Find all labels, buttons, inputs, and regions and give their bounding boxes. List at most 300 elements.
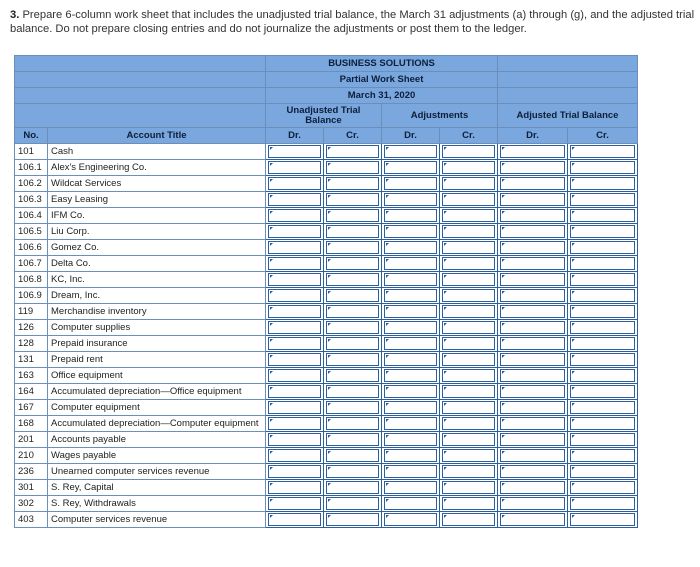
adj-cr-cell: [440, 352, 498, 368]
account-title: Wildcat Services: [48, 176, 266, 192]
adj-dr-cell: [382, 448, 440, 464]
unadj-cr-cell: [324, 448, 382, 464]
unadj-dr-cell: [266, 192, 324, 208]
unadj-dr-input[interactable]: [268, 513, 321, 526]
adj-cr-input[interactable]: [442, 225, 495, 238]
table-row: [15, 416, 638, 432]
adj-cr-input[interactable]: [442, 513, 495, 526]
account-title: Office equipment: [48, 368, 266, 384]
adj-cr-input[interactable]: [442, 241, 495, 254]
account-number: 106.7: [15, 256, 48, 272]
atb-dr-input[interactable]: [500, 161, 565, 174]
adj-cr-cell: [440, 512, 498, 528]
atb-cr-input[interactable]: [570, 385, 635, 398]
unadj-dr-cell: [266, 512, 324, 528]
atb-dr-cell: [498, 384, 568, 400]
atb-dr-cell: [498, 192, 568, 208]
unadj-dr-cell: [266, 384, 324, 400]
adj-cr-input[interactable]: [442, 433, 495, 446]
unadj-dr-cell: [266, 144, 324, 160]
atb-dr-input[interactable]: [500, 257, 565, 270]
unadj-dr-input[interactable]: [268, 145, 321, 158]
unadj-cr-cell: [324, 160, 382, 176]
adj-cr-input[interactable]: [442, 209, 495, 222]
atb-dr-cell: [498, 272, 568, 288]
adj-dr-input[interactable]: [384, 417, 437, 430]
atb-cr-input[interactable]: [570, 481, 635, 494]
atb-dr-cell: [498, 496, 568, 512]
atb-cr-input[interactable]: [570, 289, 635, 302]
atb-dr-input[interactable]: [500, 497, 565, 510]
table-row: [15, 240, 638, 256]
atb-dr-input[interactable]: [500, 273, 565, 286]
account-number: 126: [15, 320, 48, 336]
adj-dr-input[interactable]: [384, 449, 437, 462]
unadj-cr-input[interactable]: [326, 465, 379, 478]
adj-cr-input[interactable]: [442, 497, 495, 510]
adj-dr-input[interactable]: [384, 161, 437, 174]
unadj-cr-cell: [324, 400, 382, 416]
unadj-dr-input[interactable]: [268, 353, 321, 366]
atb-cr-input[interactable]: [570, 433, 635, 446]
adj-cr-cell: [440, 144, 498, 160]
unadj-cr-input[interactable]: [326, 321, 379, 334]
unadj-cr-cell: [324, 192, 382, 208]
atb-dr-input[interactable]: [500, 369, 565, 382]
unadj-dr-input[interactable]: [268, 193, 321, 206]
adj-cr-input[interactable]: [442, 145, 495, 158]
unadj-cr-input[interactable]: [326, 273, 379, 286]
adj-dr-input[interactable]: [384, 385, 437, 398]
adj-cr-cell: [440, 480, 498, 496]
atb-cr-input[interactable]: [570, 161, 635, 174]
unadj-dr-input[interactable]: [268, 289, 321, 302]
unadj-cr-cell: [324, 480, 382, 496]
table-row: [15, 304, 638, 320]
unadj-dr-cell: [266, 272, 324, 288]
table-row: [15, 144, 638, 160]
adj-cr-cell: [440, 176, 498, 192]
adj-cr-cell: [440, 240, 498, 256]
atb-dr-cell: [498, 352, 568, 368]
adj-cr-cell: [440, 432, 498, 448]
adj-cr-cell: [440, 336, 498, 352]
atb-dr-cell: [498, 320, 568, 336]
atb-cr-input[interactable]: [570, 241, 635, 254]
unadj-cr-cell: [324, 496, 382, 512]
account-title: Merchandise inventory: [48, 304, 266, 320]
company-name: BUSINESS SOLUTIONS: [266, 56, 498, 72]
atb-cr-input[interactable]: [570, 401, 635, 414]
atb-dr-cell: [498, 144, 568, 160]
unadj-dr-input[interactable]: [268, 241, 321, 254]
adj-dr-input[interactable]: [384, 225, 437, 238]
adj-dr-input[interactable]: [384, 401, 437, 414]
atb-dr-input[interactable]: [500, 337, 565, 350]
unadj-dr-cell: [266, 368, 324, 384]
atb-cr-input[interactable]: [570, 353, 635, 366]
unadj-cr-input[interactable]: [326, 337, 379, 350]
adj-cr-cell: [440, 416, 498, 432]
unadj-cr-input[interactable]: [326, 385, 379, 398]
account-number: 168: [15, 416, 48, 432]
col-header-unadj-cr: Cr.: [324, 128, 382, 144]
unadj-cr-cell: [324, 288, 382, 304]
atb-dr-input[interactable]: [500, 417, 565, 430]
unadj-cr-input[interactable]: [326, 401, 379, 414]
atb-dr-input[interactable]: [500, 321, 565, 334]
account-number: 167: [15, 400, 48, 416]
account-number: 131: [15, 352, 48, 368]
unadj-cr-cell: [324, 304, 382, 320]
unadj-dr-cell: [266, 320, 324, 336]
instructions: [10, 8, 695, 36]
unadj-dr-input[interactable]: [268, 417, 321, 430]
adj-cr-input[interactable]: [442, 337, 495, 350]
unadj-dr-cell: [266, 176, 324, 192]
atb-dr-input[interactable]: [500, 353, 565, 366]
adj-cr-input[interactable]: [442, 369, 495, 382]
account-number: 164: [15, 384, 48, 400]
unadj-dr-input[interactable]: [268, 209, 321, 222]
adj-dr-input[interactable]: [384, 257, 437, 270]
atb-dr-cell: [498, 416, 568, 432]
atb-cr-cell: [568, 224, 638, 240]
unadj-cr-input[interactable]: [326, 449, 379, 462]
sheet-title: Partial Work Sheet: [266, 72, 498, 88]
atb-cr-input[interactable]: [570, 145, 635, 158]
adj-cr-input[interactable]: [442, 273, 495, 286]
atb-cr-cell: [568, 480, 638, 496]
atb-dr-cell: [498, 368, 568, 384]
unadj-cr-input[interactable]: [326, 161, 379, 174]
adj-cr-cell: [440, 192, 498, 208]
table-row: [15, 160, 638, 176]
col-header-atb-dr: Dr.: [498, 128, 568, 144]
account-number: 106.1: [15, 160, 48, 176]
table-row: [15, 192, 638, 208]
adj-cr-input[interactable]: [442, 257, 495, 270]
account-number: 106.5: [15, 224, 48, 240]
unadj-cr-cell: [324, 336, 382, 352]
adj-dr-cell: [382, 464, 440, 480]
adj-dr-input[interactable]: [384, 209, 437, 222]
atb-dr-cell: [498, 512, 568, 528]
atb-dr-input[interactable]: [500, 209, 565, 222]
group-adjustments: Adjustments: [382, 104, 498, 128]
unadj-cr-input[interactable]: [326, 145, 379, 158]
unadj-cr-cell: [324, 240, 382, 256]
atb-dr-input[interactable]: [500, 401, 565, 414]
account-number: 106.9: [15, 288, 48, 304]
atb-cr-input[interactable]: [570, 465, 635, 478]
account-number: 119: [15, 304, 48, 320]
unadj-dr-cell: [266, 160, 324, 176]
unadj-cr-input[interactable]: [326, 417, 379, 430]
unadj-dr-cell: [266, 208, 324, 224]
adj-dr-input[interactable]: [384, 497, 437, 510]
atb-dr-input[interactable]: [500, 481, 565, 494]
atb-cr-cell: [568, 288, 638, 304]
atb-cr-input[interactable]: [570, 209, 635, 222]
atb-dr-input[interactable]: [500, 177, 565, 190]
unadj-dr-input[interactable]: [268, 497, 321, 510]
unadj-cr-cell: [324, 208, 382, 224]
adj-cr-input[interactable]: [442, 481, 495, 494]
account-title: Easy Leasing: [48, 192, 266, 208]
atb-cr-input[interactable]: [570, 257, 635, 270]
adj-cr-input[interactable]: [442, 321, 495, 334]
adj-dr-input[interactable]: [384, 513, 437, 526]
account-title: Cash: [48, 144, 266, 160]
account-title: Gomez Co.: [48, 240, 266, 256]
adj-dr-cell: [382, 192, 440, 208]
unadj-cr-input[interactable]: [326, 177, 379, 190]
adj-cr-input[interactable]: [442, 465, 495, 478]
atb-cr-input[interactable]: [570, 497, 635, 510]
unadj-dr-input[interactable]: [268, 433, 321, 446]
adj-dr-cell: [382, 416, 440, 432]
adj-cr-cell: [440, 272, 498, 288]
atb-cr-input[interactable]: [570, 273, 635, 286]
adj-cr-input[interactable]: [442, 161, 495, 174]
adj-cr-input[interactable]: [442, 177, 495, 190]
adj-cr-cell: [440, 256, 498, 272]
unadj-dr-input[interactable]: [268, 225, 321, 238]
table-row: [15, 480, 638, 496]
atb-cr-input[interactable]: [570, 369, 635, 382]
adj-dr-cell: [382, 304, 440, 320]
unadj-cr-input[interactable]: [326, 305, 379, 318]
adj-dr-cell: [382, 336, 440, 352]
atb-cr-input[interactable]: [570, 417, 635, 430]
adj-cr-input[interactable]: [442, 353, 495, 366]
atb-cr-input[interactable]: [570, 449, 635, 462]
group-unadjusted-trial-balance: Unadjusted Trial Balance: [266, 104, 382, 128]
adj-dr-cell: [382, 272, 440, 288]
adj-cr-cell: [440, 224, 498, 240]
adj-dr-cell: [382, 320, 440, 336]
atb-dr-cell: [498, 400, 568, 416]
atb-cr-input[interactable]: [570, 305, 635, 318]
atb-dr-cell: [498, 176, 568, 192]
atb-dr-input[interactable]: [500, 289, 565, 302]
unadj-dr-input[interactable]: [268, 337, 321, 350]
unadj-cr-input[interactable]: [326, 369, 379, 382]
adj-cr-cell: [440, 160, 498, 176]
unadj-cr-input[interactable]: [326, 241, 379, 254]
account-title: Unearned computer services revenue: [48, 464, 266, 480]
account-number: 210: [15, 448, 48, 464]
unadj-dr-input[interactable]: [268, 161, 321, 174]
table-row: [15, 176, 638, 192]
atb-dr-input[interactable]: [500, 433, 565, 446]
adj-dr-input[interactable]: [384, 433, 437, 446]
unadj-cr-cell: [324, 224, 382, 240]
unadj-dr-input[interactable]: [268, 385, 321, 398]
adj-dr-input[interactable]: [384, 273, 437, 286]
unadj-dr-input[interactable]: [268, 449, 321, 462]
unadj-dr-cell: [266, 224, 324, 240]
unadj-dr-input[interactable]: [268, 177, 321, 190]
unadj-dr-input[interactable]: [268, 321, 321, 334]
adj-dr-input[interactable]: [384, 289, 437, 302]
account-number: 106.8: [15, 272, 48, 288]
account-title: Dream, Inc.: [48, 288, 266, 304]
table-row: [15, 336, 638, 352]
sheet-date: March 31, 2020: [266, 88, 498, 104]
unadj-dr-input[interactable]: [268, 273, 321, 286]
adj-dr-cell: [382, 208, 440, 224]
adj-dr-cell: [382, 512, 440, 528]
atb-dr-cell: [498, 336, 568, 352]
col-header-no: No.: [15, 128, 48, 144]
account-number: 301: [15, 480, 48, 496]
table-row: [15, 352, 638, 368]
adj-cr-cell: [440, 208, 498, 224]
adj-dr-input[interactable]: [384, 337, 437, 350]
account-number: 236: [15, 464, 48, 480]
unadj-dr-input[interactable]: [268, 465, 321, 478]
unadj-cr-cell: [324, 320, 382, 336]
unadj-cr-input[interactable]: [326, 353, 379, 366]
unadj-dr-cell: [266, 416, 324, 432]
adj-dr-input[interactable]: [384, 177, 437, 190]
adj-dr-input[interactable]: [384, 369, 437, 382]
account-title: Accounts payable: [48, 432, 266, 448]
account-number: 106.3: [15, 192, 48, 208]
adj-dr-cell: [382, 144, 440, 160]
account-title: S. Rey, Withdrawals: [48, 496, 266, 512]
adj-cr-input[interactable]: [442, 193, 495, 206]
table-row: [15, 208, 638, 224]
unadj-cr-input[interactable]: [326, 497, 379, 510]
account-number: 101: [15, 144, 48, 160]
account-title: Accumulated depreciation—Computer equipment: [48, 416, 266, 432]
atb-dr-cell: [498, 432, 568, 448]
atb-dr-input[interactable]: [500, 193, 565, 206]
adj-dr-input[interactable]: [384, 353, 437, 366]
atb-cr-cell: [568, 352, 638, 368]
adj-cr-cell: [440, 448, 498, 464]
unadj-dr-cell: [266, 288, 324, 304]
adj-cr-cell: [440, 320, 498, 336]
adj-dr-cell: [382, 496, 440, 512]
atb-cr-cell: [568, 192, 638, 208]
adj-dr-input[interactable]: [384, 481, 437, 494]
adj-dr-cell: [382, 368, 440, 384]
unadj-cr-input[interactable]: [326, 289, 379, 302]
group-adjusted-trial-balance: Adjusted Trial Balance: [498, 104, 638, 128]
atb-dr-cell: [498, 448, 568, 464]
atb-dr-input[interactable]: [500, 225, 565, 238]
unadj-dr-input[interactable]: [268, 305, 321, 318]
unadj-dr-input[interactable]: [268, 401, 321, 414]
table-row: [15, 448, 638, 464]
atb-dr-input[interactable]: [500, 241, 565, 254]
unadj-dr-cell: [266, 480, 324, 496]
atb-dr-input[interactable]: [500, 145, 565, 158]
adj-cr-input[interactable]: [442, 289, 495, 302]
adj-cr-input[interactable]: [442, 401, 495, 414]
unadj-cr-input[interactable]: [326, 209, 379, 222]
table-row: [15, 496, 638, 512]
adj-dr-input[interactable]: [384, 321, 437, 334]
atb-dr-input[interactable]: [500, 513, 565, 526]
unadj-cr-cell: [324, 384, 382, 400]
adj-cr-input[interactable]: [442, 449, 495, 462]
unadj-cr-input[interactable]: [326, 433, 379, 446]
adj-cr-cell: [440, 384, 498, 400]
unadj-dr-input[interactable]: [268, 481, 321, 494]
atb-cr-input[interactable]: [570, 337, 635, 350]
atb-dr-input[interactable]: [500, 305, 565, 318]
atb-cr-input[interactable]: [570, 321, 635, 334]
account-title: Accumulated depreciation—Office equipment: [48, 384, 266, 400]
adj-cr-input[interactable]: [442, 385, 495, 398]
adj-dr-input[interactable]: [384, 145, 437, 158]
atb-cr-input[interactable]: [570, 193, 635, 206]
atb-dr-input[interactable]: [500, 449, 565, 462]
unadj-cr-input[interactable]: [326, 513, 379, 526]
unadj-cr-cell: [324, 176, 382, 192]
atb-cr-cell: [568, 416, 638, 432]
adj-dr-input[interactable]: [384, 241, 437, 254]
atb-dr-input[interactable]: [500, 385, 565, 398]
account-title: Alex's Engineering Co.: [48, 160, 266, 176]
atb-dr-cell: [498, 240, 568, 256]
atb-cr-input[interactable]: [570, 177, 635, 190]
table-row: [15, 464, 638, 480]
atb-cr-cell: [568, 496, 638, 512]
unadj-cr-input[interactable]: [326, 257, 379, 270]
adj-cr-input[interactable]: [442, 417, 495, 430]
account-title: Computer equipment: [48, 400, 266, 416]
unadj-cr-input[interactable]: [326, 193, 379, 206]
atb-cr-cell: [568, 176, 638, 192]
atb-dr-input[interactable]: [500, 465, 565, 478]
atb-cr-cell: [568, 512, 638, 528]
atb-cr-cell: [568, 400, 638, 416]
adj-dr-input[interactable]: [384, 193, 437, 206]
atb-dr-cell: [498, 480, 568, 496]
unadj-dr-cell: [266, 240, 324, 256]
atb-cr-input[interactable]: [570, 513, 635, 526]
account-title: KC, Inc.: [48, 272, 266, 288]
adj-dr-input[interactable]: [384, 465, 437, 478]
adj-dr-input[interactable]: [384, 305, 437, 318]
col-header-unadj-dr: Dr.: [266, 128, 324, 144]
account-number: 106.2: [15, 176, 48, 192]
table-row: [15, 400, 638, 416]
unadj-cr-input[interactable]: [326, 225, 379, 238]
col-header-adj-cr: Cr.: [440, 128, 498, 144]
adj-dr-cell: [382, 240, 440, 256]
atb-dr-cell: [498, 288, 568, 304]
adj-cr-cell: [440, 288, 498, 304]
atb-cr-cell: [568, 272, 638, 288]
table-row: [15, 224, 638, 240]
account-title: Liu Corp.: [48, 224, 266, 240]
unadj-cr-input[interactable]: [326, 481, 379, 494]
table-row: [15, 272, 638, 288]
adj-cr-input[interactable]: [442, 305, 495, 318]
unadj-dr-input[interactable]: [268, 369, 321, 382]
atb-cr-input[interactable]: [570, 225, 635, 238]
adj-dr-cell: [382, 256, 440, 272]
unadj-dr-input[interactable]: [268, 257, 321, 270]
header-blank: [15, 56, 266, 72]
